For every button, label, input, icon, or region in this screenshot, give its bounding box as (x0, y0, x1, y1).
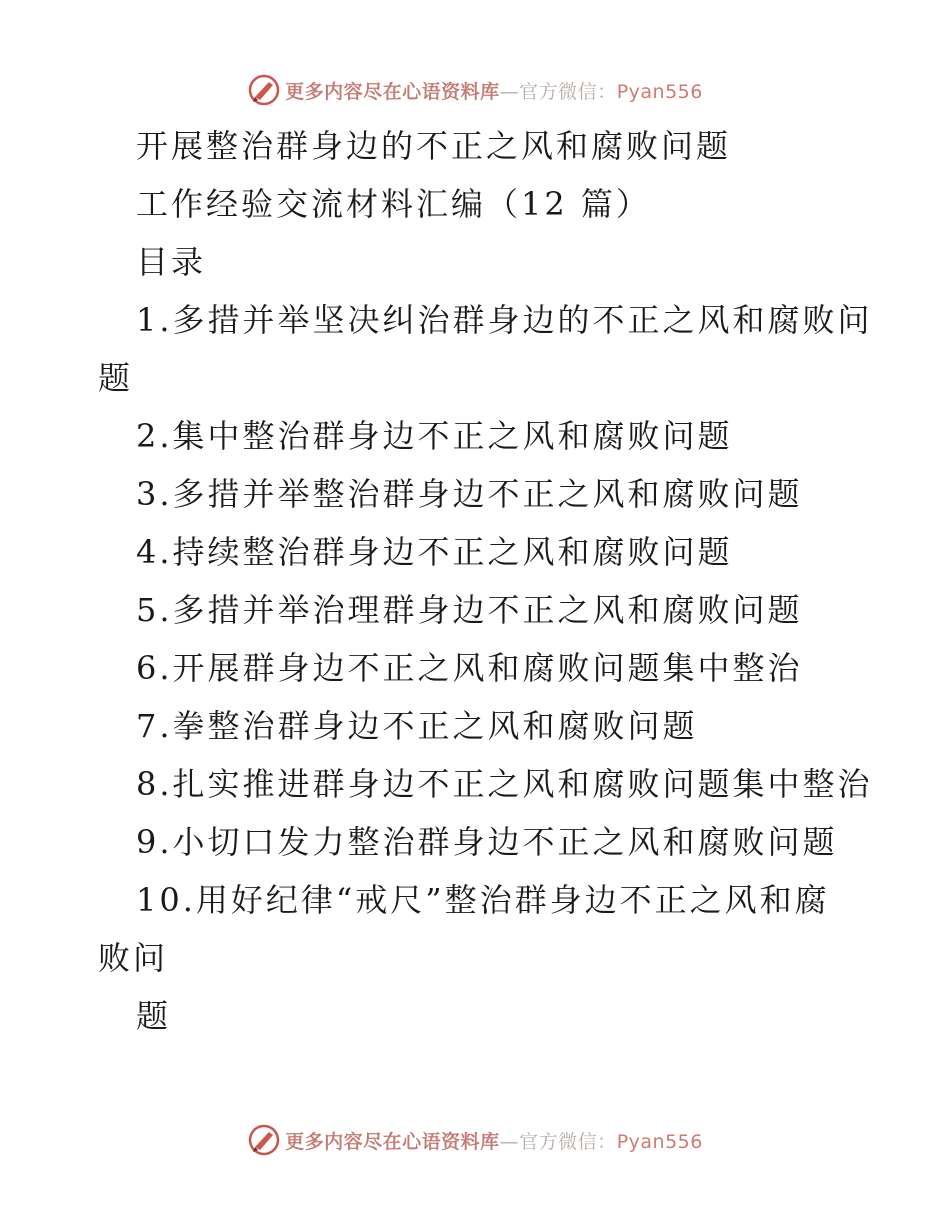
toc-item-9: 9.小切口发力整治群身边不正之风和腐败问题 (136, 823, 838, 861)
toc-item-10-wrap-2: 题 (136, 997, 172, 1035)
watermark-main: 更多内容尽在心语资料库 (285, 80, 500, 103)
watermark-text (285, 77, 703, 104)
doc-title-line-2: 工作经验交流材料汇编（12 篇） (136, 185, 651, 223)
toc-item-8: 8.扎实推进群身边不正之风和腐败问题集中整治 (136, 765, 873, 803)
pen-logo-icon (247, 73, 281, 107)
toc-item-1-wrap: 题 (98, 359, 134, 397)
toc-item-2: 2.集中整治群身边不正之风和腐败问题 (136, 417, 733, 455)
watermark-banner-top (0, 70, 950, 110)
toc-item-5: 5.多措并举治理群身边不正之风和腐败问题 (136, 591, 803, 629)
toc-item-6: 6.开展群身边不正之风和腐败问题集中整治 (136, 649, 803, 687)
watermark-sub: 官方微信： (519, 1130, 617, 1153)
toc-item-7: 7.拳整治群身边不正之风和腐败问题 (136, 707, 698, 745)
toc-item-3: 3.多措并举整治群身边不正之风和腐败问题 (136, 475, 803, 513)
watermark-id: Pyan556 (616, 1130, 703, 1153)
watermark-text (285, 1127, 703, 1154)
watermark-banner-bottom (0, 1120, 950, 1160)
toc-item-10-wrap: 败问 (98, 939, 169, 977)
toc-item-4: 4.持续整治群身边不正之风和腐败问题 (136, 533, 733, 571)
toc-item-10: 10.用好纪律“戒尺”整治群身边不正之风和腐 (136, 881, 830, 919)
pen-logo-icon (247, 1123, 281, 1157)
watermark-id: Pyan556 (616, 80, 703, 103)
watermark-main: 更多内容尽在心语资料库 (285, 1130, 500, 1153)
watermark-sub: 官方微信： (519, 80, 617, 103)
toc-heading: 目录 (136, 243, 207, 281)
watermark-dash: — (499, 80, 520, 103)
toc-item-1: 1.多措并举坚决纠治群身边的不正之风和腐败问 (136, 301, 873, 339)
doc-title-line-1: 开展整治群身边的不正之风和腐败问题 (136, 127, 732, 165)
watermark-dash: — (499, 1130, 520, 1153)
